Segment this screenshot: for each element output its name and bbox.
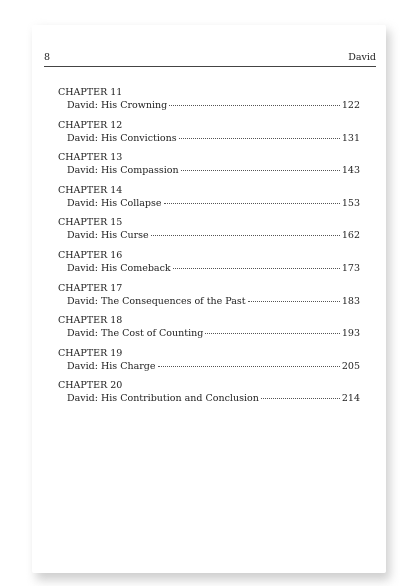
chapter-title: David: The Cost of Counting	[67, 328, 204, 340]
toc-entry-chapter-11	[58, 87, 360, 120]
chapter-label: CHAPTER 16	[58, 249, 123, 261]
toc-entry-chapter-20	[58, 380, 360, 413]
chapter-title: David: His Collapse	[67, 197, 162, 209]
chapter-label: CHAPTER 19	[58, 347, 123, 359]
toc-line	[58, 296, 360, 308]
chapter-page-number: 131	[341, 132, 360, 144]
chapter-label: CHAPTER 15	[58, 217, 123, 229]
chapter-label: CHAPTER 18	[58, 315, 123, 327]
chapter-title: David: His Comeback	[67, 262, 171, 274]
chapter-page-number: 153	[341, 197, 360, 209]
chapter-page-number: 143	[341, 165, 360, 177]
chapter-label: CHAPTER 20	[58, 380, 123, 392]
chapter-title: David: His Compassion	[67, 165, 179, 177]
chapter-page-number: 193	[341, 328, 360, 340]
dot-leader	[158, 366, 340, 367]
dot-leader	[173, 268, 340, 269]
toc-entry-chapter-14	[58, 185, 360, 218]
dot-leader	[164, 203, 340, 204]
dot-leader	[261, 398, 340, 399]
dot-leader	[151, 235, 340, 236]
chapter-label: CHAPTER 13	[58, 152, 123, 164]
chapter-title: David: The Consequences of the Past	[67, 295, 246, 307]
running-head	[44, 52, 376, 67]
dot-leader	[248, 301, 340, 302]
chapter-page-number: 205	[341, 360, 360, 372]
chapter-page-number: 122	[341, 100, 360, 111]
toc-entry-chapter-16	[58, 250, 360, 283]
toc-line	[58, 328, 360, 340]
toc-entry-chapter-19	[58, 348, 360, 381]
dot-leader	[169, 105, 340, 106]
chapter-page-number: 183	[341, 295, 360, 307]
chapter-title: David: His Convictions	[67, 132, 177, 144]
table-of-contents	[58, 87, 360, 413]
page-number: 8	[44, 52, 51, 63]
toc-line	[58, 263, 360, 275]
toc-line	[58, 361, 360, 373]
chapter-page-number: 173	[341, 262, 360, 274]
running-title: David	[348, 52, 376, 63]
chapter-title: David: His Contribution and Conclusion	[67, 393, 259, 405]
toc-line	[58, 393, 360, 405]
book-page	[32, 25, 386, 573]
chapter-title: David: His Crowning	[67, 100, 168, 111]
dot-leader	[181, 170, 340, 171]
toc-line	[58, 198, 360, 210]
toc-entry-chapter-18	[58, 315, 360, 348]
toc-line	[58, 100, 360, 112]
chapter-label: CHAPTER 17	[58, 282, 123, 294]
toc-entry-chapter-12	[58, 120, 360, 153]
chapter-title: David: His Charge	[67, 360, 156, 372]
chapter-page-number: 214	[341, 393, 360, 405]
toc-line	[58, 133, 360, 145]
chapter-label: CHAPTER 11	[58, 87, 123, 98]
toc-entry-chapter-13	[58, 152, 360, 185]
dot-leader	[179, 138, 340, 139]
chapter-title: David: His Curse	[67, 230, 149, 242]
toc-entry-chapter-17	[58, 283, 360, 316]
dot-leader	[205, 333, 340, 334]
chapter-label: CHAPTER 14	[58, 184, 123, 196]
toc-entry-chapter-15	[58, 217, 360, 250]
chapter-page-number: 162	[341, 230, 360, 242]
chapter-label: CHAPTER 12	[58, 119, 123, 131]
toc-line	[58, 165, 360, 177]
toc-line	[58, 230, 360, 242]
